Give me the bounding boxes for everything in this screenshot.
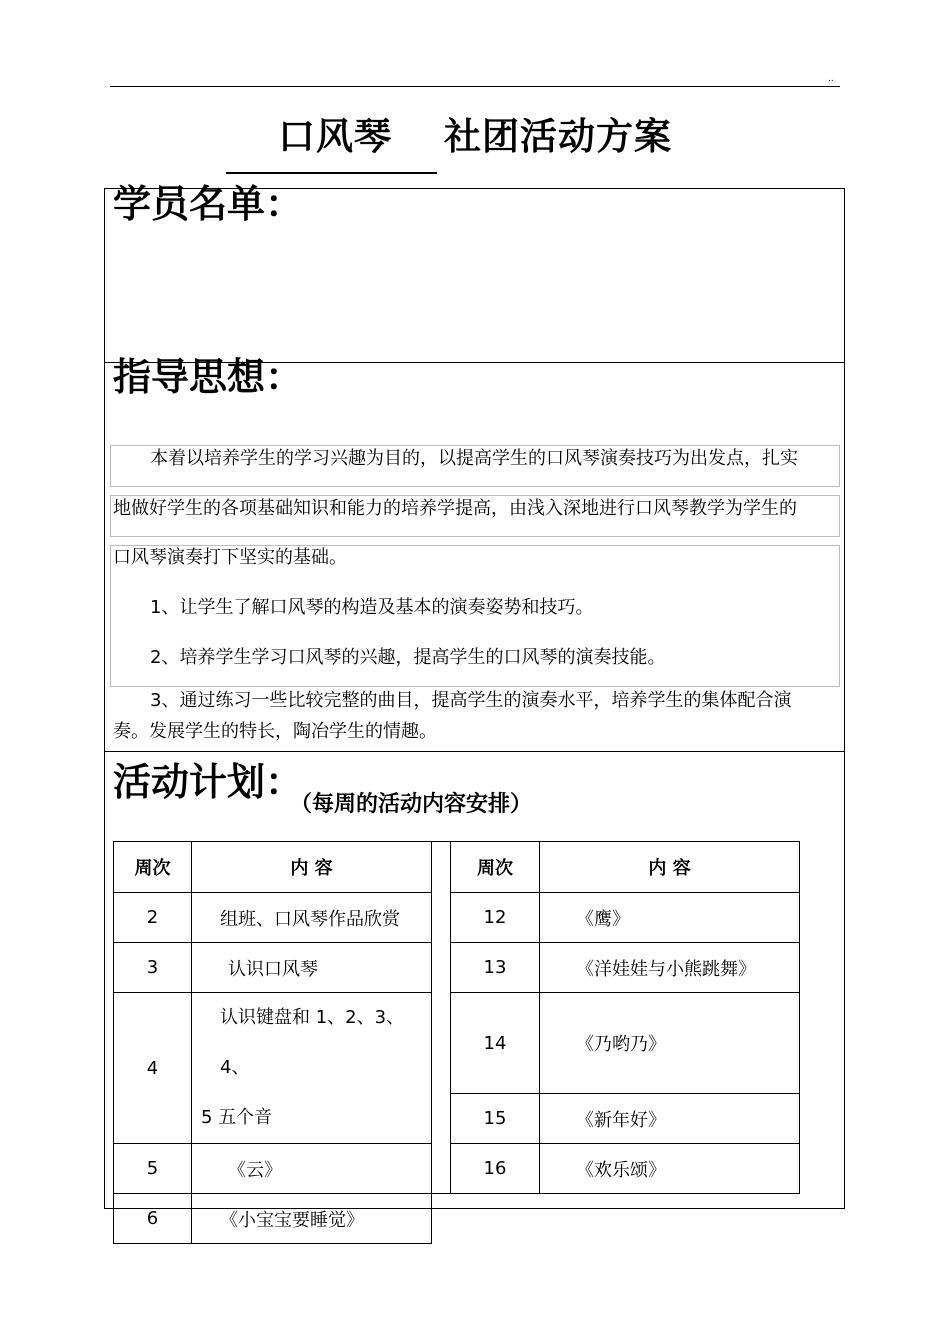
- week-cell: 4: [114, 993, 192, 1144]
- content-cell: 《乃哟乃》: [540, 993, 800, 1094]
- table-row: [451, 993, 800, 1094]
- content-line-2: 5 五个音: [201, 1107, 273, 1128]
- content-cell: [192, 993, 432, 1144]
- table-row: [114, 893, 432, 943]
- table-header-row: [451, 842, 800, 893]
- table-row: [114, 993, 432, 1144]
- col-week-header: 周次: [451, 842, 540, 893]
- plan-table-left: [113, 841, 432, 1244]
- week-cell: 5: [114, 1144, 192, 1194]
- table-gap: [432, 841, 450, 1194]
- header-rule: [110, 86, 840, 87]
- content-line-1: 认识键盘和 1、2、3、4、: [220, 1007, 405, 1078]
- plan-heading: 活动计划：: [113, 760, 304, 804]
- guiding-point-3: 3、通过练习一些比较完整的曲目，提高学生的演奏水平，培养学生的集体配合演: [150, 690, 792, 711]
- content-cell: 组班、口风琴作品欣赏: [192, 893, 432, 943]
- table-row: [114, 1194, 432, 1244]
- week-cell: 13: [451, 943, 540, 993]
- header-mark: ..: [828, 74, 834, 84]
- table-row: [451, 893, 800, 943]
- table-row: [451, 943, 800, 993]
- week-cell: 2: [114, 893, 192, 943]
- guiding-point-3-cont: 奏。发展学生的特长，陶冶学生的情趣。: [113, 721, 437, 742]
- week-cell: 12: [451, 893, 540, 943]
- table-header-row: [114, 842, 432, 893]
- week-cell: 14: [451, 993, 540, 1094]
- guiding-point-1: 1、让学生了解口风琴的构造及基本的演奏姿势和技巧。: [150, 597, 594, 618]
- table-row: [451, 1144, 800, 1194]
- week-cell: 3: [114, 943, 192, 993]
- page-title: [0, 106, 950, 160]
- content-cell: 认识口风琴: [192, 943, 432, 993]
- content-cell: 《云》: [192, 1144, 432, 1194]
- guiding-line-3: 口风琴演奏打下坚实的基础。: [113, 547, 347, 568]
- table-row: [114, 1144, 432, 1194]
- guiding-heading: 指导思想：: [113, 355, 304, 399]
- content-cell: 《新年好》: [540, 1094, 800, 1144]
- table-row: [451, 1094, 800, 1144]
- title-part-2: 社团活动方案: [444, 115, 672, 158]
- content-cell: 《洋娃娃与小熊跳舞》: [540, 943, 800, 993]
- section-divider-2: [104, 751, 845, 752]
- plan-note: （每周的活动内容安排）: [290, 792, 533, 817]
- content-cell: 《欢乐颂》: [540, 1144, 800, 1194]
- col-content-header: 内 容: [192, 842, 432, 893]
- members-heading: 学员名单：: [113, 182, 304, 226]
- title-part-1: 口风琴: [278, 115, 392, 158]
- content-cell: 《鹰》: [540, 893, 800, 943]
- guiding-point-2: 2、培养学生学习口风琴的兴趣，提高学生的口风琴的演奏技能。: [150, 647, 666, 668]
- table-row: [114, 943, 432, 993]
- week-cell: 15: [451, 1094, 540, 1144]
- col-content-header: 内 容: [540, 842, 800, 893]
- col-week-header: 周次: [114, 842, 192, 893]
- title-underline: [226, 172, 437, 174]
- guiding-line-2: 地做好学生的各项基础知识和能力的培养学提高，由浅入深地进行口风琴教学为学生的: [113, 498, 797, 519]
- content-cell: 《小宝宝要睡觉》: [192, 1194, 432, 1244]
- guiding-line-1: 本着以培养学生的学习兴趣为目的，以提高学生的口风琴演奏技巧为出发点，扎实: [150, 448, 798, 469]
- week-cell: 16: [451, 1144, 540, 1194]
- week-cell: 6: [114, 1194, 192, 1244]
- plan-table-right: [450, 841, 800, 1194]
